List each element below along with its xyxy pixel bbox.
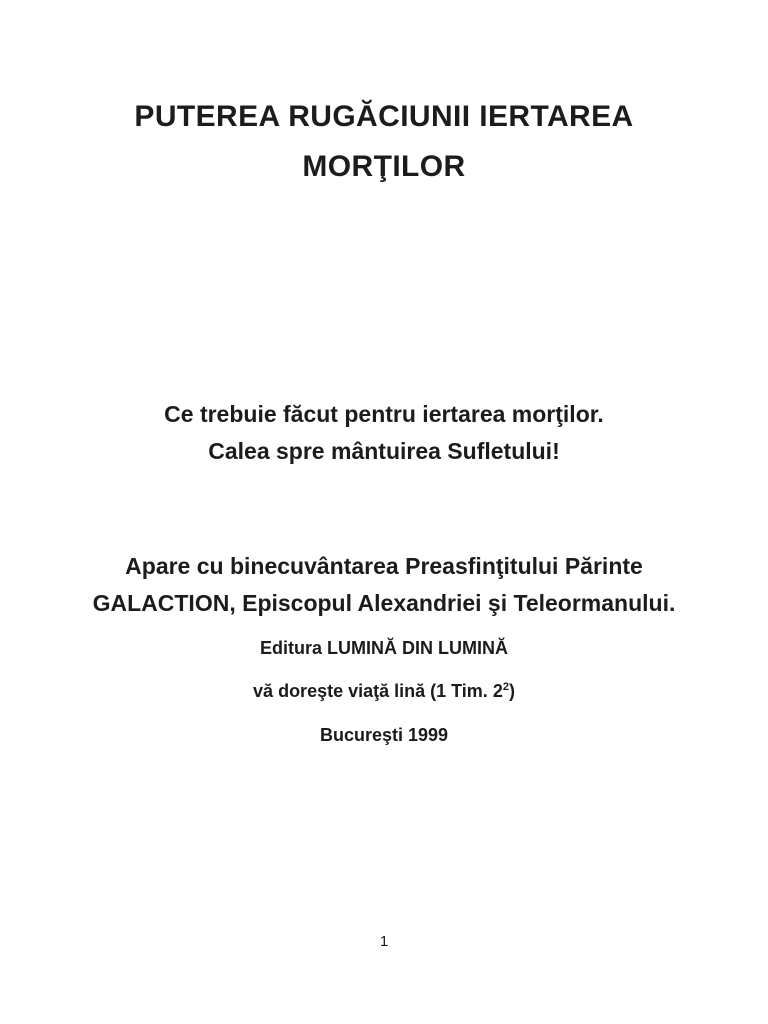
blessing-statement — [0, 548, 768, 622]
document-title — [0, 92, 768, 192]
document-title-line2: MORŢILOR — [302, 150, 466, 183]
scripture-verse-superscript: 2 — [502, 681, 509, 693]
document-title-line1: PUTEREA RUGĂCIUNII IERTAREA — [134, 100, 634, 133]
publisher-motto-closing: ) — [508, 681, 515, 701]
publisher-motto-text: vă doreşte viaţă lină (1 Tim. 2 — [253, 681, 503, 701]
blessing-line1: Apare cu binecuvântarea Preasfinţitului Părinte — [125, 553, 643, 579]
publisher-motto — [0, 679, 768, 703]
publisher-name: Editura LUMINĂ DIN LUMINĂ — [260, 638, 508, 658]
document-subtitle — [0, 396, 768, 470]
document-subtitle-line2: Calea spre mântuirea Sufletului! — [208, 438, 560, 464]
page-number: 1 — [379, 933, 389, 950]
blessing-line2: GALACTION, Episcopul Alexandriei şi Teleormanului. — [92, 590, 676, 616]
city-and-year: Bucureşti 1999 — [319, 725, 449, 745]
document-subtitle-line1: Ce trebuie făcut pentru iertarea morţilor. — [164, 401, 604, 427]
